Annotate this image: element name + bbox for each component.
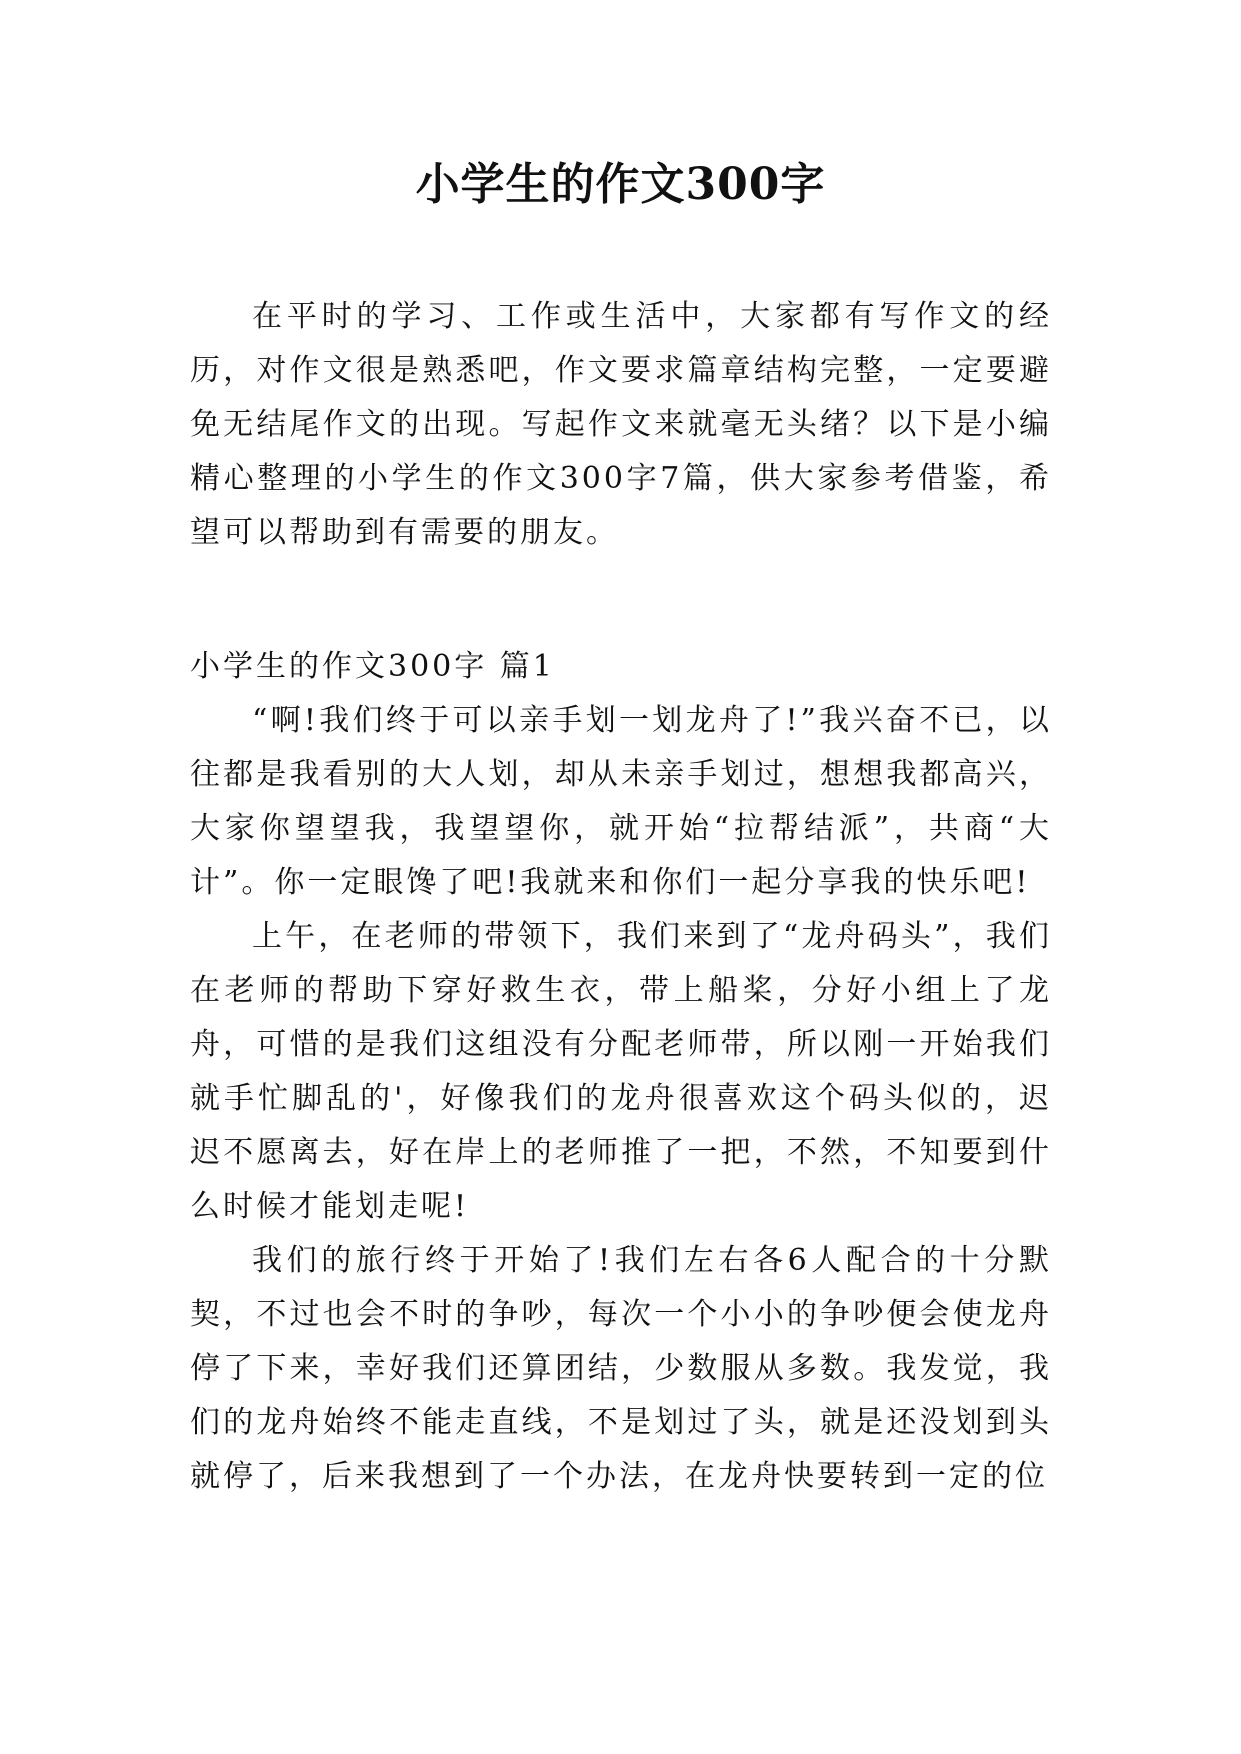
intro-paragraph: 在平时的学习、工作或生活中，大家都有写作文的经历，对作文很是熟悉吧，作文要求篇章结构完整，一定要避免无结尾作文的出现。写起作文来就毫无头绪？以下是小编精心整理的小学生的作文300字7篇，供大家参考借鉴，希望可以帮助到有需要的朋友。: [190, 299, 1052, 550]
section-body: [190, 694, 1052, 1504]
document-title: 小学生的作文300字: [415, 159, 826, 210]
essay-paragraph: 上午，在老师的带领下，我们来到了“龙舟码头”，我们在老师的帮助下穿好救生衣，带上船桨，分好小组上了龙舟，可惜的是我们这组没有分配老师带，所以刚一开始我们就手忙脚乱的'，好像我们的龙舟很喜欢这个码头似的，迟迟不愿离去，好在岸上的老师推了一把，不然，不知要到什么时候才能划走呢!: [190, 919, 1052, 1224]
essay-paragraph: “啊!我们终于可以亲手划一划龙舟了!”我兴奋不已，以往都是我看别的大人划，却从未亲手划过，想想我都高兴，大家你望望我，我望望你，就开始“拉帮结派”，共商“大计”。你一定眼馋了吧!我就来和你们一起分享我的快乐吧!: [190, 703, 1052, 900]
intro-section: [190, 290, 1052, 560]
section-heading: 小学生的作文300字 篇1: [190, 649, 555, 684]
essay-section: [190, 640, 1052, 1504]
essay-paragraph: 我们的旅行终于开始了!我们左右各6人配合的十分默契，不过也会不时的争吵，每次一个小小的争吵便会使龙舟停了下来，幸好我们还算团结，少数服从多数。我发觉，我们的龙舟始终不能走直线，不是划过了头，就是还没划到头就停了，后来我想到了一个办法，在龙舟快要转到一定的位: [190, 1243, 1052, 1494]
